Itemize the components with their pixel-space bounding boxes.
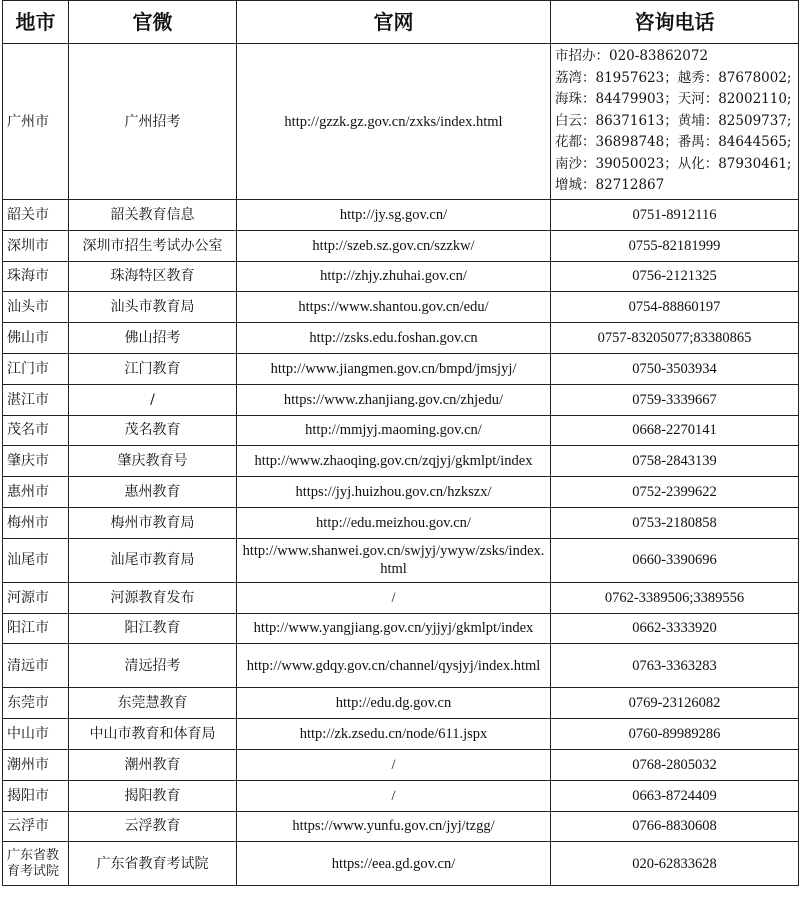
website-link[interactable]: http://edu.meizhou.gov.cn/ — [237, 507, 551, 538]
wechat-cell: 深圳市招生考试办公室 — [69, 230, 237, 261]
header-row — [3, 1, 799, 44]
table-row — [3, 842, 799, 886]
table-row — [3, 613, 799, 644]
website-link[interactable]: http://zk.zsedu.cn/node/611.jspx — [237, 719, 551, 750]
table-row — [3, 507, 799, 538]
phone-cell: 0757-83205077;83380865 — [551, 323, 799, 354]
wechat-cell: 江门教育 — [69, 353, 237, 384]
phone-cell: 020-62833628 — [551, 842, 799, 886]
phone-cell — [551, 44, 799, 200]
table-row — [3, 446, 799, 477]
phone-cell: 0766-8830608 — [551, 811, 799, 842]
website-link[interactable]: https://www.shantou.gov.cn/edu/ — [237, 292, 551, 323]
phone-line: 白云：86371613；黄埔：82509737; — [555, 112, 792, 129]
city-cell: 河源市 — [3, 582, 69, 613]
city-cell: 佛山市 — [3, 323, 69, 354]
phone-cell: 0759-3339667 — [551, 384, 799, 415]
website-link[interactable]: / — [237, 780, 551, 811]
phone-cell: 0660-3390696 — [551, 538, 799, 582]
city-cell: 阳江市 — [3, 613, 69, 644]
city-cell: 韶关市 — [3, 200, 69, 231]
wechat-cell: 韶关教育信息 — [69, 200, 237, 231]
city-cell: 广州市 — [3, 44, 69, 200]
website-link[interactable]: http://zsks.edu.foshan.gov.cn — [237, 323, 551, 354]
phone-cell: 0662-3333920 — [551, 613, 799, 644]
city-cell: 中山市 — [3, 719, 69, 750]
website-link[interactable]: / — [237, 749, 551, 780]
header-phone: 咨询电话 — [551, 1, 799, 44]
table-row — [3, 749, 799, 780]
phone-cell: 0750-3503934 — [551, 353, 799, 384]
website-link[interactable]: http://gzzk.gz.gov.cn/zxks/index.html — [237, 44, 551, 200]
website-link[interactable]: http://www.yangjiang.gov.cn/yjjyj/gkmlpt/index — [237, 613, 551, 644]
city-cell: 汕头市 — [3, 292, 69, 323]
phone-line: 市招办：020-83862072 — [555, 48, 709, 65]
wechat-cell: 佛山招考 — [69, 323, 237, 354]
phone-cell: 0754-88860197 — [551, 292, 799, 323]
city-cell: 云浮市 — [3, 811, 69, 842]
header-website: 官网 — [237, 1, 551, 44]
website-link[interactable]: https://jyj.huizhou.gov.cn/hzkszx/ — [237, 477, 551, 508]
phone-line: 南沙：39050023；从化：87930461; — [555, 155, 792, 172]
wechat-cell: 茂名教育 — [69, 415, 237, 446]
phone-cell: 0758-2843139 — [551, 446, 799, 477]
contact-table — [2, 0, 799, 886]
city-cell: 深圳市 — [3, 230, 69, 261]
website-link[interactable]: http://www.zhaoqing.gov.cn/zqjyj/gkmlpt/index — [237, 446, 551, 477]
table-row — [3, 261, 799, 292]
website-link[interactable]: http://edu.dg.gov.cn — [237, 688, 551, 719]
city-cell: 梅州市 — [3, 507, 69, 538]
wechat-cell: 中山市教育和体育局 — [69, 719, 237, 750]
wechat-cell: 河源教育发布 — [69, 582, 237, 613]
city-cell: 广东省教育考试院 — [3, 842, 69, 886]
table-row — [3, 44, 799, 200]
city-cell: 揭阳市 — [3, 780, 69, 811]
phone-cell: 0763-3363283 — [551, 644, 799, 688]
website-link[interactable]: http://mmjyj.maoming.gov.cn/ — [237, 415, 551, 446]
wechat-cell: 惠州教育 — [69, 477, 237, 508]
wechat-cell: 汕尾市教育局 — [69, 538, 237, 582]
phone-cell: 0756-2121325 — [551, 261, 799, 292]
wechat-cell: 梅州市教育局 — [69, 507, 237, 538]
city-cell: 江门市 — [3, 353, 69, 384]
phone-cell: 0752-2399622 — [551, 477, 799, 508]
table-row — [3, 292, 799, 323]
city-cell: 东莞市 — [3, 688, 69, 719]
phone-cell: 0753-2180858 — [551, 507, 799, 538]
table-row — [3, 811, 799, 842]
wechat-cell: 清远招考 — [69, 644, 237, 688]
website-link[interactable]: https://www.zhanjiang.gov.cn/zhjedu/ — [237, 384, 551, 415]
phone-cell: 0760-89989286 — [551, 719, 799, 750]
website-link[interactable]: http://jy.sg.gov.cn/ — [237, 200, 551, 231]
table-row — [3, 780, 799, 811]
city-cell: 清远市 — [3, 644, 69, 688]
city-cell: 汕尾市 — [3, 538, 69, 582]
wechat-cell: 肇庆教育号 — [69, 446, 237, 477]
website-link[interactable]: http://szeb.sz.gov.cn/szzkw/ — [237, 230, 551, 261]
phone-line: 花都：36898748；番禺：84644565; — [555, 134, 792, 151]
phone-cell: 0768-2805032 — [551, 749, 799, 780]
website-link[interactable]: https://www.yunfu.gov.cn/jyj/tzgg/ — [237, 811, 551, 842]
phone-cell: 0663-8724409 — [551, 780, 799, 811]
phone-line: 荔湾：81957623；越秀：87678002; — [555, 69, 792, 86]
wechat-cell: 阳江教育 — [69, 613, 237, 644]
phone-line: 海珠：84479903；天河：82002110; — [555, 91, 792, 108]
table-row — [3, 719, 799, 750]
wechat-cell: / — [69, 384, 237, 415]
table-row — [3, 477, 799, 508]
table-row — [3, 688, 799, 719]
phone-cell: 0769-23126082 — [551, 688, 799, 719]
website-link[interactable]: http://www.gdqy.gov.cn/channel/qysjyj/index.html — [237, 644, 551, 688]
city-cell: 潮州市 — [3, 749, 69, 780]
phone-line: 增城：82712867 — [555, 177, 665, 194]
website-link[interactable]: http://www.shanwei.gov.cn/swjyj/ywyw/zsks/index.html — [237, 538, 551, 582]
phone-cell: 0755-82181999 — [551, 230, 799, 261]
table-row — [3, 582, 799, 613]
website-link[interactable]: / — [237, 582, 551, 613]
wechat-cell: 潮州教育 — [69, 749, 237, 780]
table-row — [3, 200, 799, 231]
city-cell: 珠海市 — [3, 261, 69, 292]
wechat-cell: 珠海特区教育 — [69, 261, 237, 292]
wechat-cell: 广东省教育考试院 — [69, 842, 237, 886]
table-row — [3, 230, 799, 261]
table-row — [3, 538, 799, 582]
phone-cell: 0751-8912116 — [551, 200, 799, 231]
city-cell: 肇庆市 — [3, 446, 69, 477]
table-row — [3, 384, 799, 415]
city-cell: 湛江市 — [3, 384, 69, 415]
header-city: 地市 — [3, 1, 69, 44]
table-row — [3, 323, 799, 354]
website-link[interactable]: https://eea.gd.gov.cn/ — [237, 842, 551, 886]
wechat-cell: 云浮教育 — [69, 811, 237, 842]
wechat-cell: 广州招考 — [69, 44, 237, 200]
wechat-cell: 东莞慧教育 — [69, 688, 237, 719]
table-row — [3, 353, 799, 384]
phone-cell: 0762-3389506;3389556 — [551, 582, 799, 613]
city-cell: 茂名市 — [3, 415, 69, 446]
wechat-cell: 揭阳教育 — [69, 780, 237, 811]
city-cell: 惠州市 — [3, 477, 69, 508]
wechat-cell: 汕头市教育局 — [69, 292, 237, 323]
website-link[interactable]: http://www.jiangmen.gov.cn/bmpd/jmsjyj/ — [237, 353, 551, 384]
table-row — [3, 415, 799, 446]
table-row — [3, 644, 799, 688]
website-link[interactable]: http://zhjy.zhuhai.gov.cn/ — [237, 261, 551, 292]
header-wechat: 官微 — [69, 1, 237, 44]
phone-cell: 0668-2270141 — [551, 415, 799, 446]
